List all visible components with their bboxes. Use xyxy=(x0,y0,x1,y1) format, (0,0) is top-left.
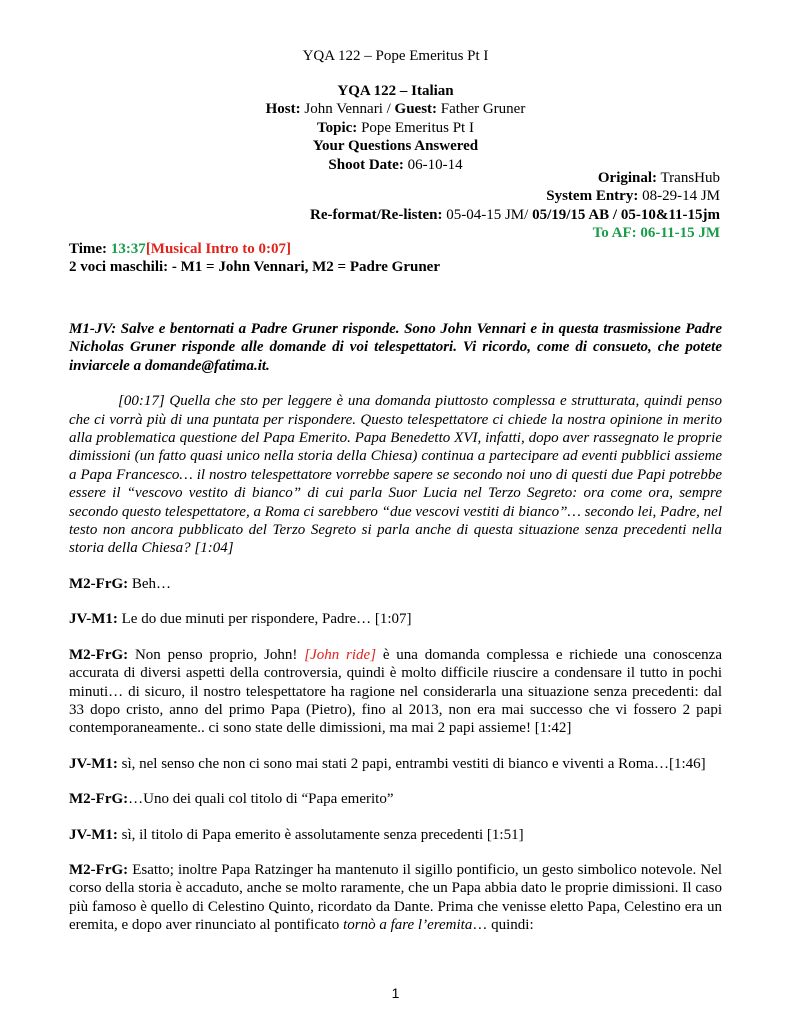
question-paragraph: [00:17] Quella che sto per leggere è una domanda piuttosto complessa e strutturata, quindi penso che ci vorrà più di una puntata per rispondere. Questo telespettatore ci chiede la nostra opinione in merito alla problematica questione del Papa Emerito. Papa Benedetto XVI, infatti, dopo aver rassegnato le proprie dimissioni (un fatto quasi unico nella storia della Chiesa) continua a partecipare ad eventi pubblici assieme a Papa Francesco… il nostro telespettatore vorrebbe sapere se secondo noi uno di questi due Papi potrebbe essere il “vescovo vestito di bianco” di cui parla Suor Lucia nel Terzo Segreto: ora come ora, sempre secondo questo telespettatore, a Roma ci sarebbero “due vescovi vestiti di bianco”… secondo lei, Padre, nel testo non ancora pubblicato del Terzo Segreto si parla anche di questa situazione senza precedenti nella storia della Chiesa? [1:04] xyxy=(69,393,722,557)
dialogue-line: JV-M1: Le do due minuti per rispondere, Padre… [1:07] xyxy=(69,611,412,628)
revision-block xyxy=(310,169,720,243)
meta-block xyxy=(69,240,440,277)
page-number: 1 xyxy=(391,985,400,1001)
running-header: YQA 122 – Pope Emeritus Pt I xyxy=(302,48,489,64)
dialogue-line: JV-M1: sì, nel senso che non ci sono mai stati 2 papi, entrambi vestiti di bianco e viventi a Roma…[1:46] xyxy=(69,755,706,772)
document-title: YQA 122 – Italian xyxy=(337,83,454,99)
transcript-body xyxy=(69,320,722,952)
reformat-line: Re-format/Re-listen: 05-04-15 JM/ 05/19/15 AB / 05-10&11-15jm xyxy=(310,206,720,223)
dialogue-line: M2-FrG: Beh… xyxy=(69,575,172,592)
intro-paragraph: M1-JV: Salve e bentornati a Padre Gruner risponde. Sono John Vennari e in questa trasmissione Padre Nicholas Gruner risponde alle domande di voi telespettatori. Vi ricordo, come di consueto, che potete inviarcele a domande@fatima.it. xyxy=(69,321,722,374)
dialogue-line: M2-FrG:…Uno dei quali col titolo di “Papa emerito” xyxy=(69,791,394,808)
original-line: Original: TransHub xyxy=(597,170,720,186)
system-entry-line: System Entry: 08-29-14 JM xyxy=(546,188,720,205)
dialogue-line: M2-FrG: Esatto; inoltre Papa Ratzinger ha mantenuto il sigillo pontificio, un gesto simbolico notevole. Nel corso della storia è accaduto, anche se molto raramente, che un Papa abbia dato le proprie dimissioni. Il caso più famoso è quello di Celestino Quinto, ricordato da Dante. Prima che venisse eletto Papa, Celestino era un eremita, e dopo aver rinunciato al pontificato tornò a fare l’eremita… quindi: xyxy=(69,861,722,934)
dialogue-line: M2-FrG: Non penso proprio, John! [John ride] è una domanda complessa e richiede una conoscenza accurata di diversi aspetti della controversia, quindi è molto difficile riuscire a condensare il tutto in pochi minuti… di sicuro, il nostro telespettatore ha ragione nel considerarla una situazione senza precedenti: dal 33 dopo cristo, anno del primo Papa (Pietro), fino al 2013, non era mai successo che vi fossero 2 papi contemporaneamente.. ci sono state delle dimissioni, ma mai 2 papi assieme! [1:42] xyxy=(69,646,723,737)
subtitle-line: Your Questions Answered xyxy=(312,138,479,155)
dialogue-line: JV-M1: sì, il titolo di Papa emerito è assolutamente senza precedenti [1:51] xyxy=(69,826,524,843)
shoot-date-line: Shoot Date: 06-10-14 xyxy=(328,156,463,173)
voices-line: 2 voci maschili: - M1 = John Vennari, M2 = Padre Gruner xyxy=(69,259,440,276)
title-block xyxy=(0,82,791,174)
time-line: Time: 13:37[Musical Intro to 0:07] xyxy=(69,241,291,257)
host-guest-line: Host: John Vennari / Guest: Father Gruner xyxy=(265,101,526,118)
to-af-line: To AF: 06-11-15 JM xyxy=(592,225,720,242)
topic-line: Topic: Pope Emeritus Pt I xyxy=(317,119,474,136)
